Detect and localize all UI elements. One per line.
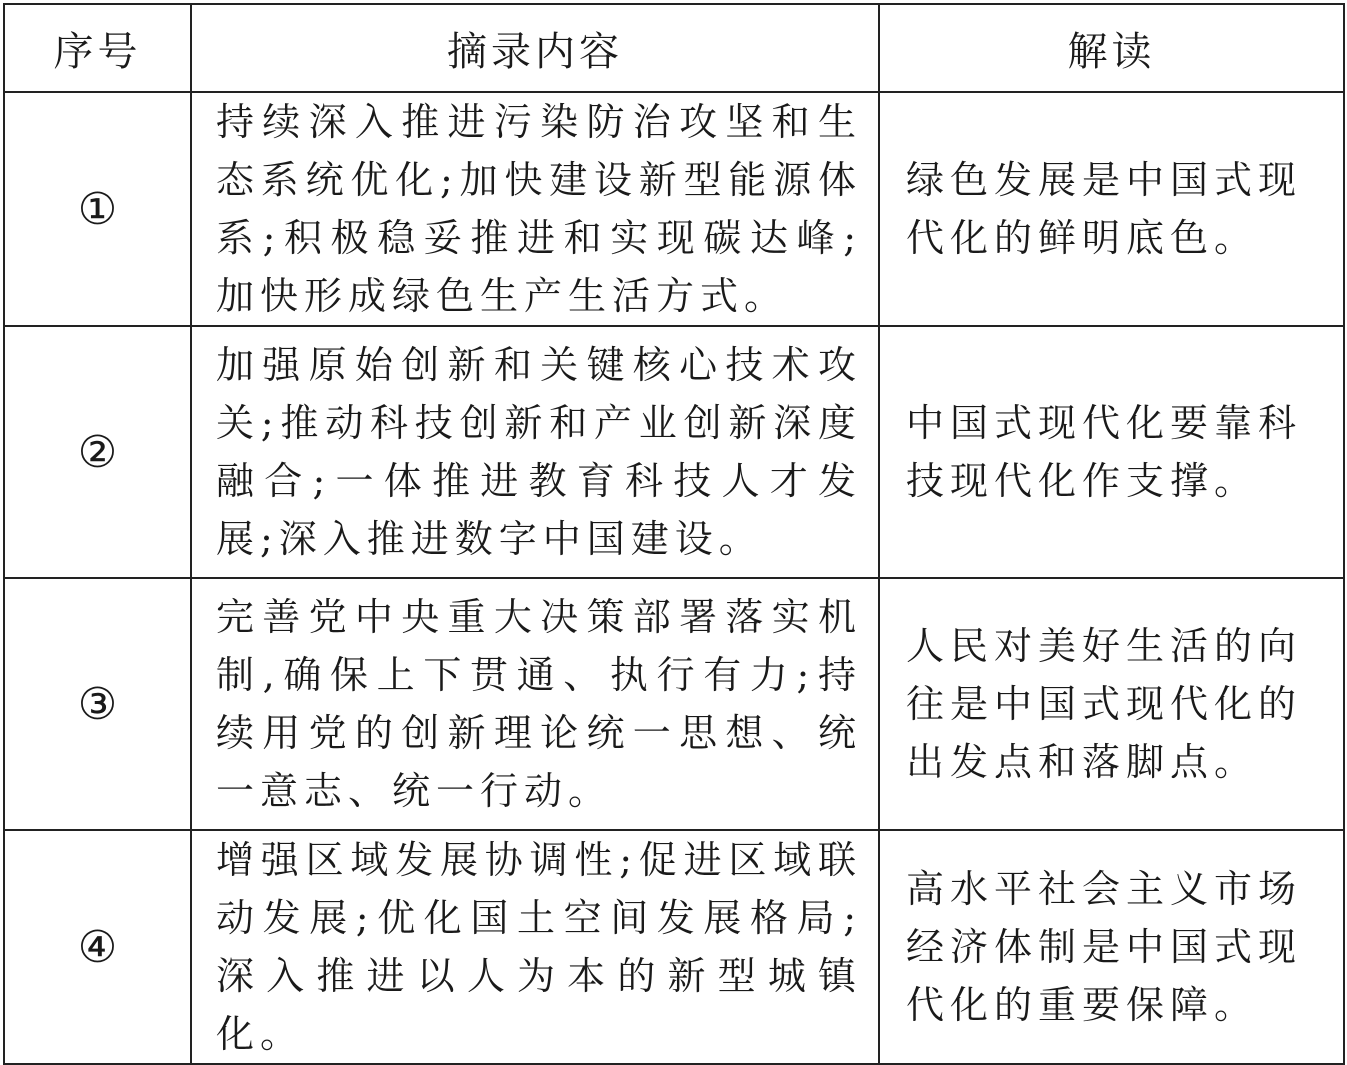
table-row [4,326,1344,578]
interpretation-text: 人民对美好生活的向往是中国式现代化的出发点和落脚点。 [906,624,1303,784]
excerpt-text: 加强原始创新和关键核心技术攻关;推动科技创新和产业创新深度融合;一体推进教育科技人才发展;深入推进数字中国建设。 [216,343,862,561]
header-number: 序号 [4,4,191,92]
row-number: ① [4,92,191,326]
interpretation-cell [879,326,1344,578]
content-table [3,3,1345,1065]
excerpt-cell [191,830,879,1064]
excerpt-cell [191,92,879,326]
interpretation-cell [879,578,1344,830]
excerpt-cell [191,578,879,830]
excerpt-text: 增强区域发展协调性;促进区域联动发展;优化国土空间发展格局;深入推进以人为本的新型城镇化。 [216,838,862,1056]
table-row [4,92,1344,326]
interpretation-text: 高水平社会主义市场经济体制是中国式现代化的重要保障。 [906,867,1303,1027]
row-number: ③ [4,578,191,830]
interpretation-text: 绿色发展是中国式现代化的鲜明底色。 [906,158,1303,260]
header-row [4,4,1344,92]
interpretation-cell [879,830,1344,1064]
excerpt-text: 持续深入推进污染防治攻坚和生态系统优化;加快建设新型能源体系;积极稳妥推进和实现碳达峰;加快形成绿色生产生活方式。 [216,100,862,318]
header-excerpt: 摘录内容 [191,4,879,92]
excerpt-cell [191,326,879,578]
row-number: ② [4,326,191,578]
row-number: ④ [4,830,191,1064]
interpretation-cell [879,92,1344,326]
table-row [4,830,1344,1064]
header-interpretation: 解读 [879,4,1344,92]
table-row [4,578,1344,830]
interpretation-text: 中国式现代化要靠科技现代化作支撑。 [906,401,1303,503]
excerpt-text: 完善党中央重大决策部署落实机制,确保上下贯通、执行有力;持续用党的创新理论统一思想、统一意志、统一行动。 [216,595,862,813]
